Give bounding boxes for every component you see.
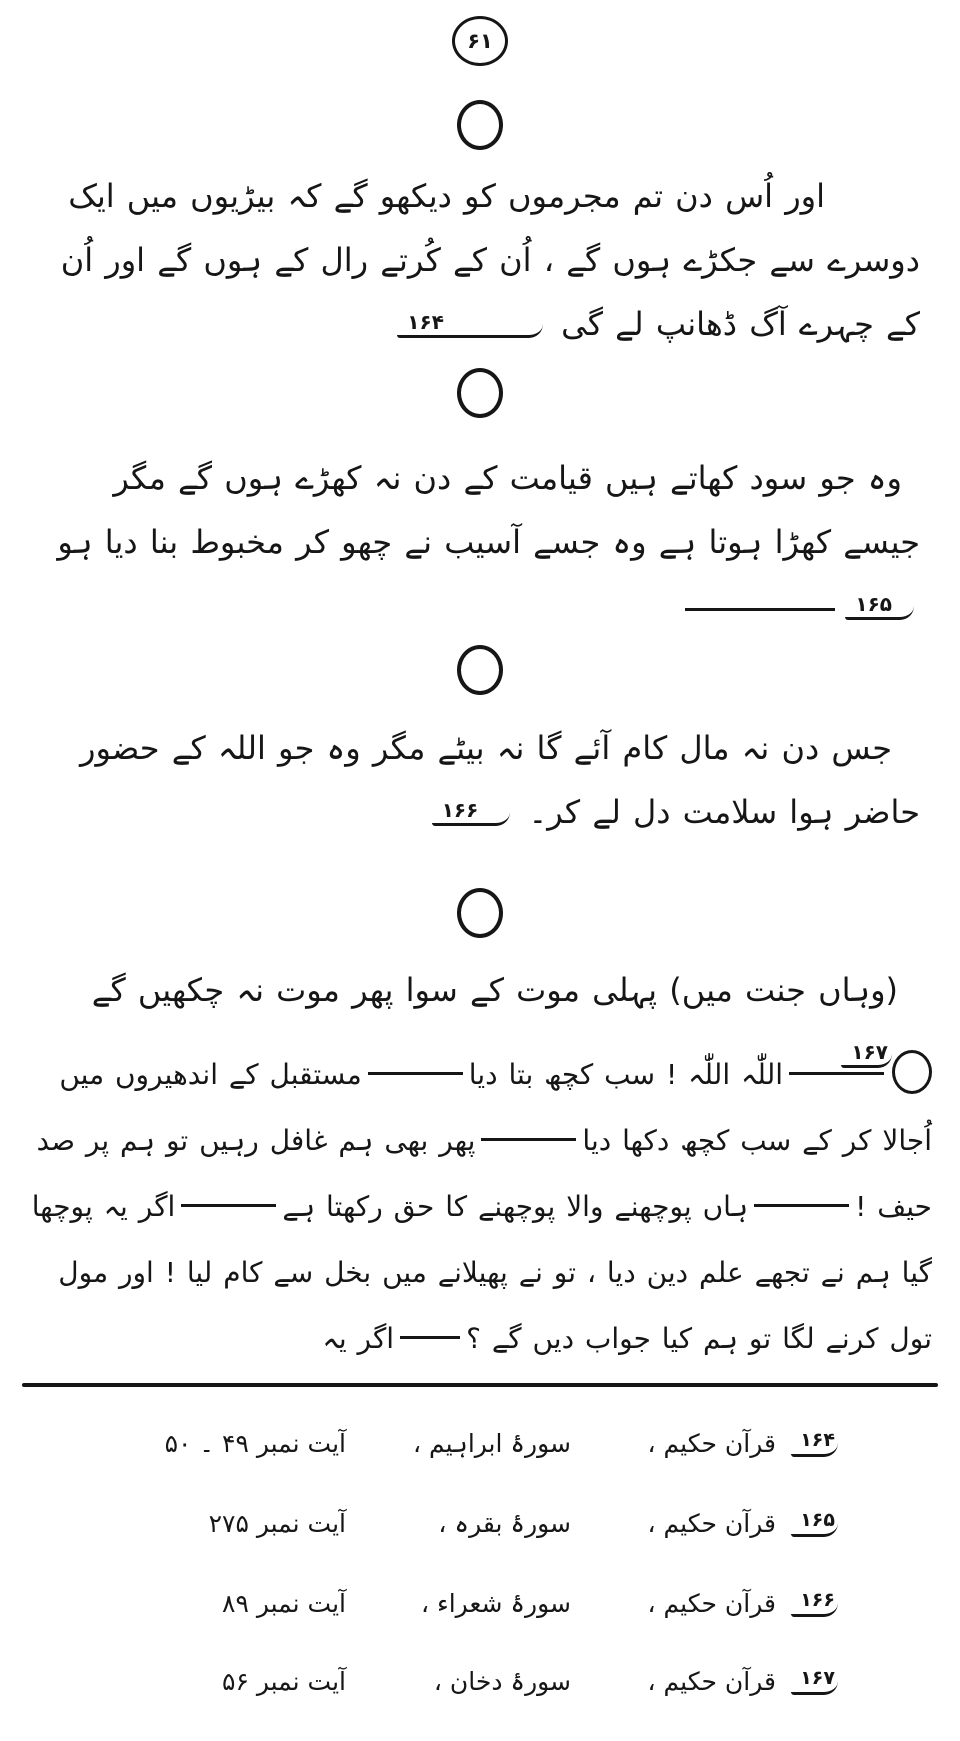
body-text bbox=[27, 1042, 932, 1372]
separator-circle-ornament-4 bbox=[457, 888, 503, 938]
dash-separator bbox=[481, 1138, 576, 1141]
trailing-rule bbox=[685, 608, 835, 611]
ref-number: ۱۶۷ bbox=[851, 1040, 888, 1064]
footnote-number-164 bbox=[776, 1429, 838, 1457]
footnote-ayah: آیت نمبر ۵۶ bbox=[222, 1666, 346, 1696]
footnote-row-3 bbox=[138, 1578, 838, 1628]
footnote-ayah: آیت نمبر ۲۷۵ bbox=[208, 1508, 346, 1538]
quote-2-text: وہ جو سود کھاتے ہیں قیامت کے دن نہ کھڑے ہوں گے مگر جیسے کھڑا ہوتا ہے وہ جسے آسیب نے چھو کر مخبوط بنا دیا ہو bbox=[57, 459, 920, 561]
quote-4-text: (وہاں جنت میں) پہلی موت کے سوا پھر موت نہ چکھیں گے bbox=[91, 971, 898, 1009]
body-segment-4: ہاں پوچھنے والا پوچھنے کا حق رکھتا ہے bbox=[282, 1190, 749, 1223]
footnote-ayah: آیت نمبر ۴۹ ۔ ۵۰ bbox=[164, 1428, 346, 1458]
footnote-source: قرآن حکیم ، bbox=[647, 1666, 776, 1696]
body-segment-2: مستقبل کے اندھیروں میں اُجالا کر کے سب کچھ دکھا دیا bbox=[59, 1058, 932, 1157]
body-segment-6: اگر یہ bbox=[322, 1322, 395, 1355]
quran-translation-quote-3 bbox=[55, 716, 920, 844]
footnote-row-2 bbox=[138, 1498, 838, 1548]
ref-number: ۱۶۵ bbox=[855, 592, 892, 616]
dash-separator bbox=[368, 1072, 463, 1075]
footnote-ref-mark-164 bbox=[397, 312, 543, 338]
footnote-row-1 bbox=[138, 1418, 838, 1468]
footnote-source: قرآن حکیم ، bbox=[647, 1588, 776, 1618]
footnote-number: ۱۶۵ bbox=[791, 1509, 838, 1537]
dash-separator bbox=[789, 1072, 884, 1075]
quran-translation-quote-1 bbox=[55, 164, 920, 356]
page-number: ۶۱ bbox=[467, 29, 493, 53]
ref-number: ۱۶۴ bbox=[407, 310, 444, 334]
separator-circle-ornament-3 bbox=[457, 645, 503, 695]
footnote-number: ۱۶۷ bbox=[791, 1667, 838, 1695]
footnote-number-166 bbox=[776, 1589, 838, 1617]
dash-separator bbox=[181, 1204, 276, 1207]
quote-1-text: اور اُس دن تم مجرموں کو دیکھو گے کہ بیڑیوں میں ایک دوسرے سے جکڑے ہوں گے ، اُن کے کُرتے رال کے ہوں گے اور اُن کے چہرے آگ ڈھانپ لے گی bbox=[60, 177, 920, 343]
separator-circle-ornament-1 bbox=[457, 100, 503, 150]
footnote-number: ۱۶۶ bbox=[791, 1589, 838, 1617]
quote-3-text: جس دن نہ مال کام آئے گا نہ بیٹے مگر وہ جو اللہ کے حضور حاضر ہوا سلامت دل لے کر۔ bbox=[80, 729, 920, 831]
body-segment-3: پھر بھی ہم غافل رہیں تو ہم پر صد حیف ! bbox=[36, 1124, 932, 1223]
ref-number: ۱۶۶ bbox=[441, 798, 479, 822]
footnote-surah: سورۂ شعراء ، bbox=[420, 1588, 571, 1618]
separator-circle-ornament-2 bbox=[457, 368, 503, 418]
footnote-source: قرآن حکیم ، bbox=[647, 1428, 776, 1458]
footnote-source: قرآن حکیم ، bbox=[647, 1508, 776, 1538]
footnote-ayah: آیت نمبر ۸۹ bbox=[222, 1588, 346, 1618]
footnote-surah: سورۂ ابراہیم ، bbox=[412, 1428, 571, 1458]
dash-separator bbox=[400, 1336, 460, 1339]
footnote-number-165 bbox=[776, 1509, 838, 1537]
footnote-number: ۱۶۴ bbox=[791, 1429, 838, 1457]
footnote-surah: سورۂ دخان ، bbox=[433, 1666, 571, 1696]
footnote-ref-mark-166 bbox=[432, 800, 511, 826]
inline-circle-ornament bbox=[892, 1050, 932, 1094]
footnote-divider-rule bbox=[22, 1383, 938, 1387]
dash-separator bbox=[754, 1204, 849, 1207]
quran-translation-quote-2 bbox=[55, 446, 920, 638]
body-segment-1: اللّٰہ اللّٰہ ! سب کچھ بتا دیا bbox=[468, 1058, 783, 1091]
body-segment-5: اگر یہ پوچھا گیا ہم نے تجھے علم دین دیا ، تو نے پھیلانے میں بخل سے کام لیا ! اور مول تول کرنے لگا تو ہم کیا جواب دیں گے ؟ bbox=[31, 1190, 932, 1355]
page-number-badge bbox=[452, 16, 508, 66]
footnote-number-167 bbox=[776, 1667, 838, 1695]
footnote-ref-mark-165 bbox=[845, 594, 914, 620]
footnote-surah: سورۂ بقرہ ، bbox=[438, 1508, 571, 1538]
footnote-row-4 bbox=[138, 1656, 838, 1706]
